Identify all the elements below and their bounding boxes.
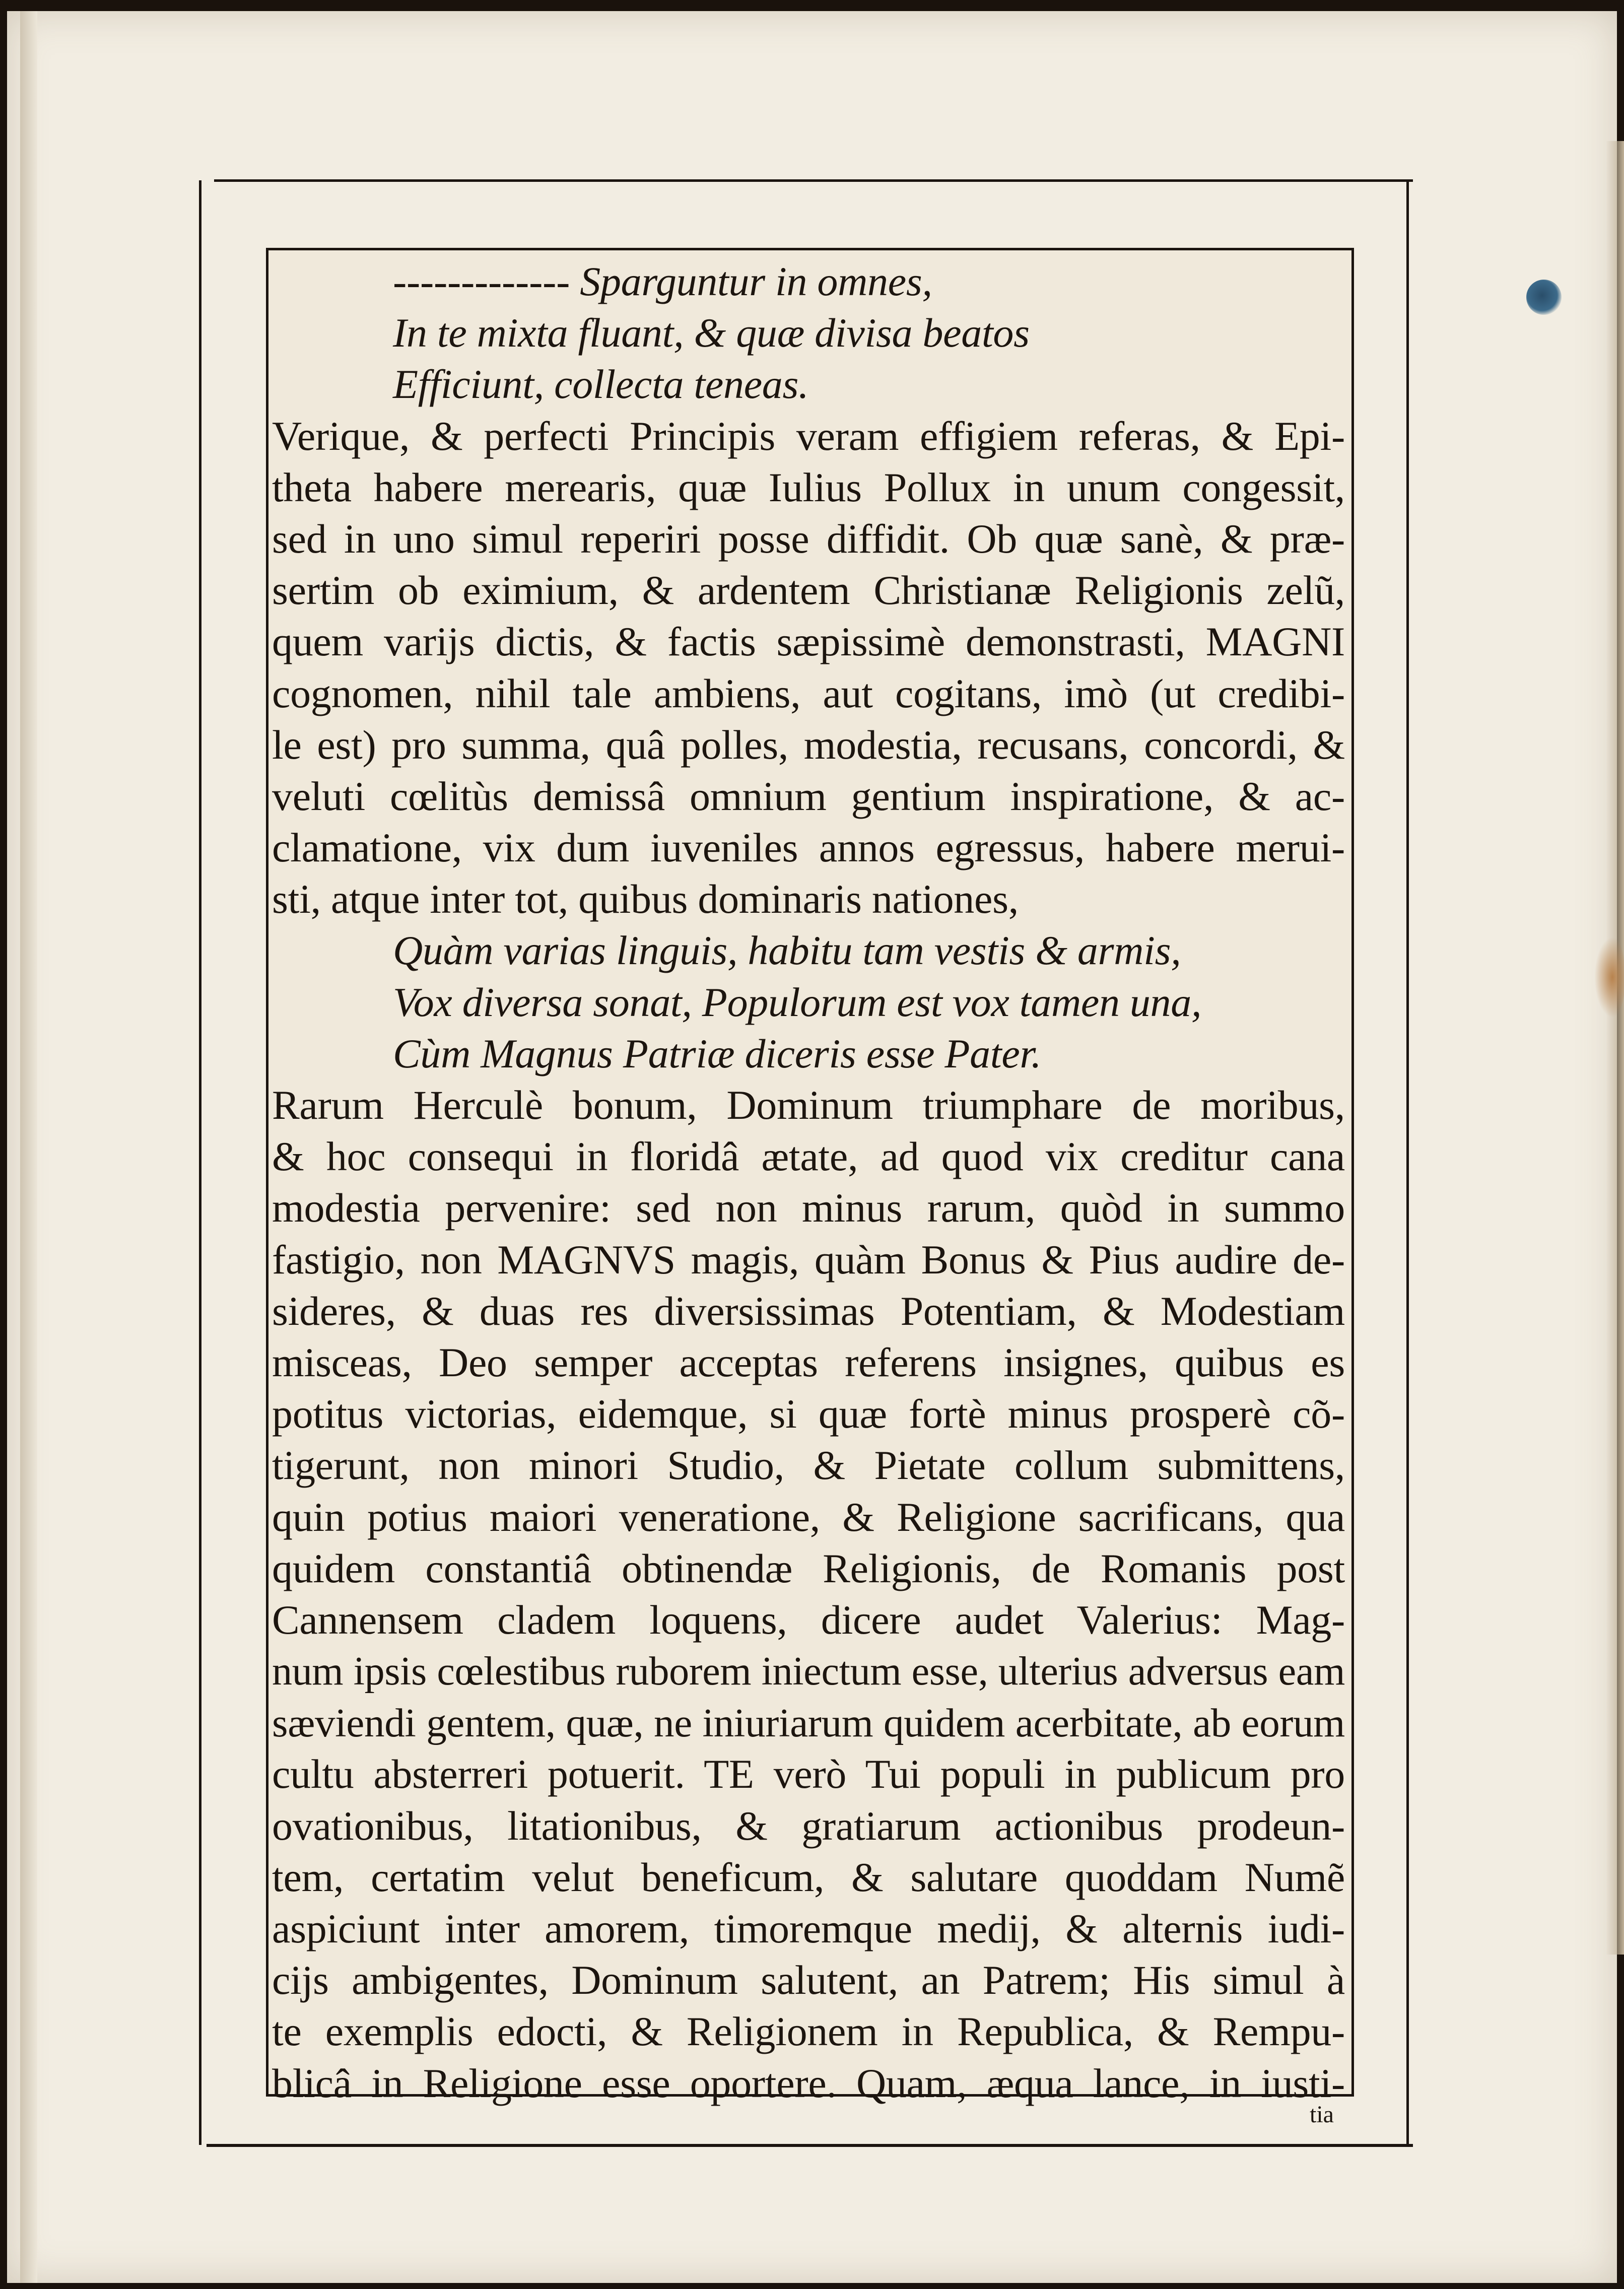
- verse-line: Vox diversa sonat, Populorum est vox tamen una,: [393, 979, 1202, 1025]
- text-line: sed in uno simul reperiri posse diffidit. Ob quæ sanè, & præ-: [272, 515, 1345, 562]
- text-line: Rarum Herculè bonum, Dominum triumphare de moribus,: [272, 1082, 1345, 1128]
- text-line: tem, certatim velut beneficum, & salutare quoddam Numẽ: [272, 1854, 1345, 1900]
- ink-spot: [1526, 280, 1562, 315]
- text-line: ovationibus, litationibus, & gratiarum actionibus prodeun-: [272, 1802, 1345, 1849]
- text-line: fastigio, non MAGNVS magis, quàm Bonus & Pius audire de-: [272, 1236, 1345, 1283]
- text-line: quem varijs dictis, & factis sæpissimè demonstrasti, MAGNI: [272, 619, 1345, 665]
- text-line: potitus victorias, eidemque, si quæ fortè minus prosperè cõ-: [272, 1391, 1345, 1437]
- text-line: clamatione, vix dum iuveniles annos egressus, habere merui-: [272, 825, 1345, 871]
- text-line: sti, atque inter tot, quibus dominaris nationes,: [272, 876, 1019, 922]
- page-gutter-shadow: [20, 11, 37, 2283]
- verse-line: Quàm varias linguis, habitu tam vestis & armis,: [393, 927, 1181, 974]
- text-line: tigerunt, non minori Studio, & Pietate collum submittens,: [272, 1442, 1345, 1489]
- text-line: sertim ob eximium, & ardentem Christianæ Religionis zelũ,: [272, 567, 1345, 614]
- text-line: le est) pro summa, quâ polles, modestia, recusans, concordi, &: [272, 721, 1345, 768]
- body-text: [272, 256, 1345, 2109]
- verse-line: ------------- Sparguntur in omnes,: [393, 258, 932, 304]
- text-line: cijs ambigentes, Dominum salutent, an Patrem; His simul à: [272, 1957, 1345, 2003]
- text-line: cultu absterreri potuerit. TE verò Tui populi in publicum pro: [272, 1751, 1345, 1797]
- text-line: Cannensem cladem loquens, dicere audet Valerius: Mag-: [272, 1596, 1345, 1643]
- catchword: tia: [1310, 2101, 1334, 2128]
- text-line: te exemplis edocti, & Religionem in Republica, & Rempu-: [272, 2008, 1345, 2055]
- verse-line: Efficiunt, collecta teneas.: [393, 361, 809, 408]
- page-edge-shadow: [1606, 141, 1624, 1955]
- text-line: misceas, Deo semper acceptas referens insignes, quibus es: [272, 1339, 1345, 1385]
- text-line: aspiciunt inter amorem, timoremque medij, & alternis iudi-: [272, 1906, 1345, 1951]
- paper-stain: [1594, 937, 1624, 1018]
- text-line: cognomen, nihil tale ambiens, aut cogitans, imò (ut credibi-: [272, 670, 1345, 716]
- verse-line: In te mixta fluant, & quæ divisa beatos: [393, 310, 1030, 356]
- text-line: sideres, & duas res diversissimas Potentiam, & Modestiam: [272, 1288, 1345, 1334]
- text-line: Verique, & perfecti Principis veram effigiem referas, & Epi-: [272, 413, 1345, 459]
- text-line: theta habere merearis, quæ Iulius Pollux in unum congessit,: [272, 464, 1345, 510]
- outer-frame-bottom-rule: [207, 2144, 1413, 2147]
- text-line: blicâ in Religione esse oportere. Quam, æqua lance, in iusti-: [272, 2060, 1345, 2106]
- text-line: num ipsis cœlestibus ruborem iniectum esse, ulterius adversus eam: [272, 1649, 1345, 1694]
- text-line: sæviendi gentem, quæ, ne iniuriarum quidem acerbitate, ab eorum: [272, 1700, 1345, 1746]
- text-line: veluti cœlitùs demissâ omnium gentium inspiratione, & ac-: [272, 773, 1345, 819]
- text-line: quin potius maiori veneratione, & Religione sacrificans, qua: [272, 1494, 1345, 1540]
- text-line: quidem constantiâ obtinendæ Religionis, de Romanis post: [272, 1545, 1345, 1591]
- text-line: modestia pervenire: sed non minus rarum, quòd in summo: [272, 1185, 1345, 1231]
- text-line: & hoc consequi in floridâ ætate, ad quod vix creditur cana: [272, 1133, 1345, 1180]
- verse-line: Cùm Magnus Patriæ diceris esse Pater.: [393, 1030, 1042, 1076]
